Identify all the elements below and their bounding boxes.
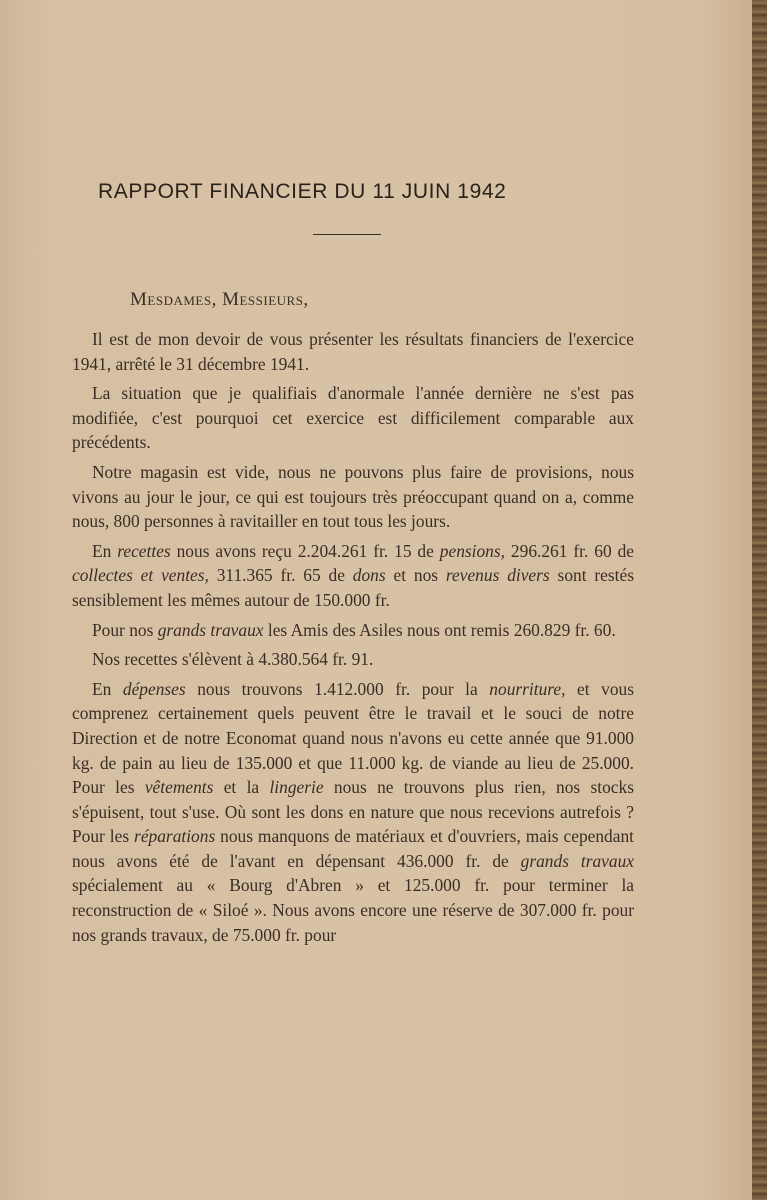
emphasis: grands travaux bbox=[157, 619, 264, 640]
paragraph-recettes bbox=[72, 539, 634, 613]
paragraph-grands-travaux bbox=[72, 618, 634, 643]
salutation: Mesdames, Messieurs, bbox=[130, 289, 309, 310]
paragraph-depenses bbox=[72, 677, 634, 948]
text-run: 311.365 fr. 65 de bbox=[208, 565, 353, 586]
emphasis: grands travaux bbox=[520, 850, 634, 871]
emphasis: dépenses bbox=[122, 678, 186, 699]
text-run: En bbox=[92, 540, 118, 561]
report-body bbox=[72, 327, 634, 947]
text-run: les Amis des Asiles nous ont remis 260.829 fr. 60. bbox=[263, 619, 616, 640]
emphasis: recettes bbox=[117, 540, 171, 561]
text-run: spécialement au « Bourg d'Abren » et 125.000 fr. pour terminer la reconstruction de « Siloé ». Nous avons encore une réserve de 307.000 fr. pour nos grands travaux, de 75.000 fr. pour bbox=[72, 875, 634, 945]
text-run: et vous comprenez certainement quels peuvent être le travail et le souci de notre Direction et de notre Economat quand nous n'avons eu cette année que 91.000 kg. de pain au lieu de 135.000 et que 11.000 kg. de viande au lieu de 25.000. Pour les bbox=[72, 678, 634, 798]
page-title: RAPPORT FINANCIER DU 11 JUIN 1942 bbox=[98, 180, 507, 203]
emphasis: nourriture, bbox=[489, 678, 566, 699]
paragraph-intro: Il est de mon devoir de vous présenter les résultats financiers de l'exercice 1941, arrêté le 31 décembre 1941. bbox=[72, 329, 634, 374]
text-run: nous ne trouvons plus rien, nos stocks s'épuisent, tout s'use. Où sont les dons en nature que nous recevions autrefois ? Pour les bbox=[72, 777, 634, 847]
paragraph-total-recettes: Nos recettes s'élèvent à 4.380.564 fr. 91. bbox=[92, 649, 374, 670]
text-run: En bbox=[92, 678, 123, 699]
book-binding-edge bbox=[752, 0, 767, 1200]
emphasis: dons bbox=[352, 565, 386, 586]
paragraph-situation: La situation que je qualifiais d'anormale l'année dernière ne s'est pas modifiée, c'est pourquoi cet exercice est difficilement comparable aux précédents. bbox=[72, 383, 634, 453]
text-run: 296.261 fr. 60 de bbox=[505, 540, 634, 561]
emphasis: collectes et ventes, bbox=[72, 565, 209, 586]
text-run: nous trouvons 1.412.000 fr. pour la bbox=[185, 678, 490, 699]
emphasis: vêtements bbox=[144, 777, 214, 798]
text-run: nous manquons de matériaux et d'ouvriers, mais cependant nous avons été de l'avant en dépensant 436.000 fr. de bbox=[72, 826, 634, 871]
emphasis: réparations bbox=[134, 826, 216, 847]
text-run: nous avons reçu 2.204.261 fr. 15 de bbox=[170, 540, 440, 561]
text-run: et nos bbox=[385, 565, 446, 586]
title-divider bbox=[313, 234, 381, 235]
emphasis: revenus divers bbox=[445, 565, 550, 586]
text-run: sont restés sensiblement les mêmes autour de 150.000 fr. bbox=[72, 565, 634, 610]
text-run: Pour nos bbox=[92, 619, 158, 640]
emphasis: lingerie bbox=[269, 777, 324, 798]
text-run: et la bbox=[213, 777, 270, 798]
emphasis: pensions, bbox=[439, 540, 505, 561]
paragraph-magasin: Notre magasin est vide, nous ne pouvons plus faire de provisions, nous vivons au jour le jour, ce qui est toujours très préoccupant quand on a, comme nous, 800 personnes à ravitailler en tout tous les jours. bbox=[72, 461, 634, 532]
